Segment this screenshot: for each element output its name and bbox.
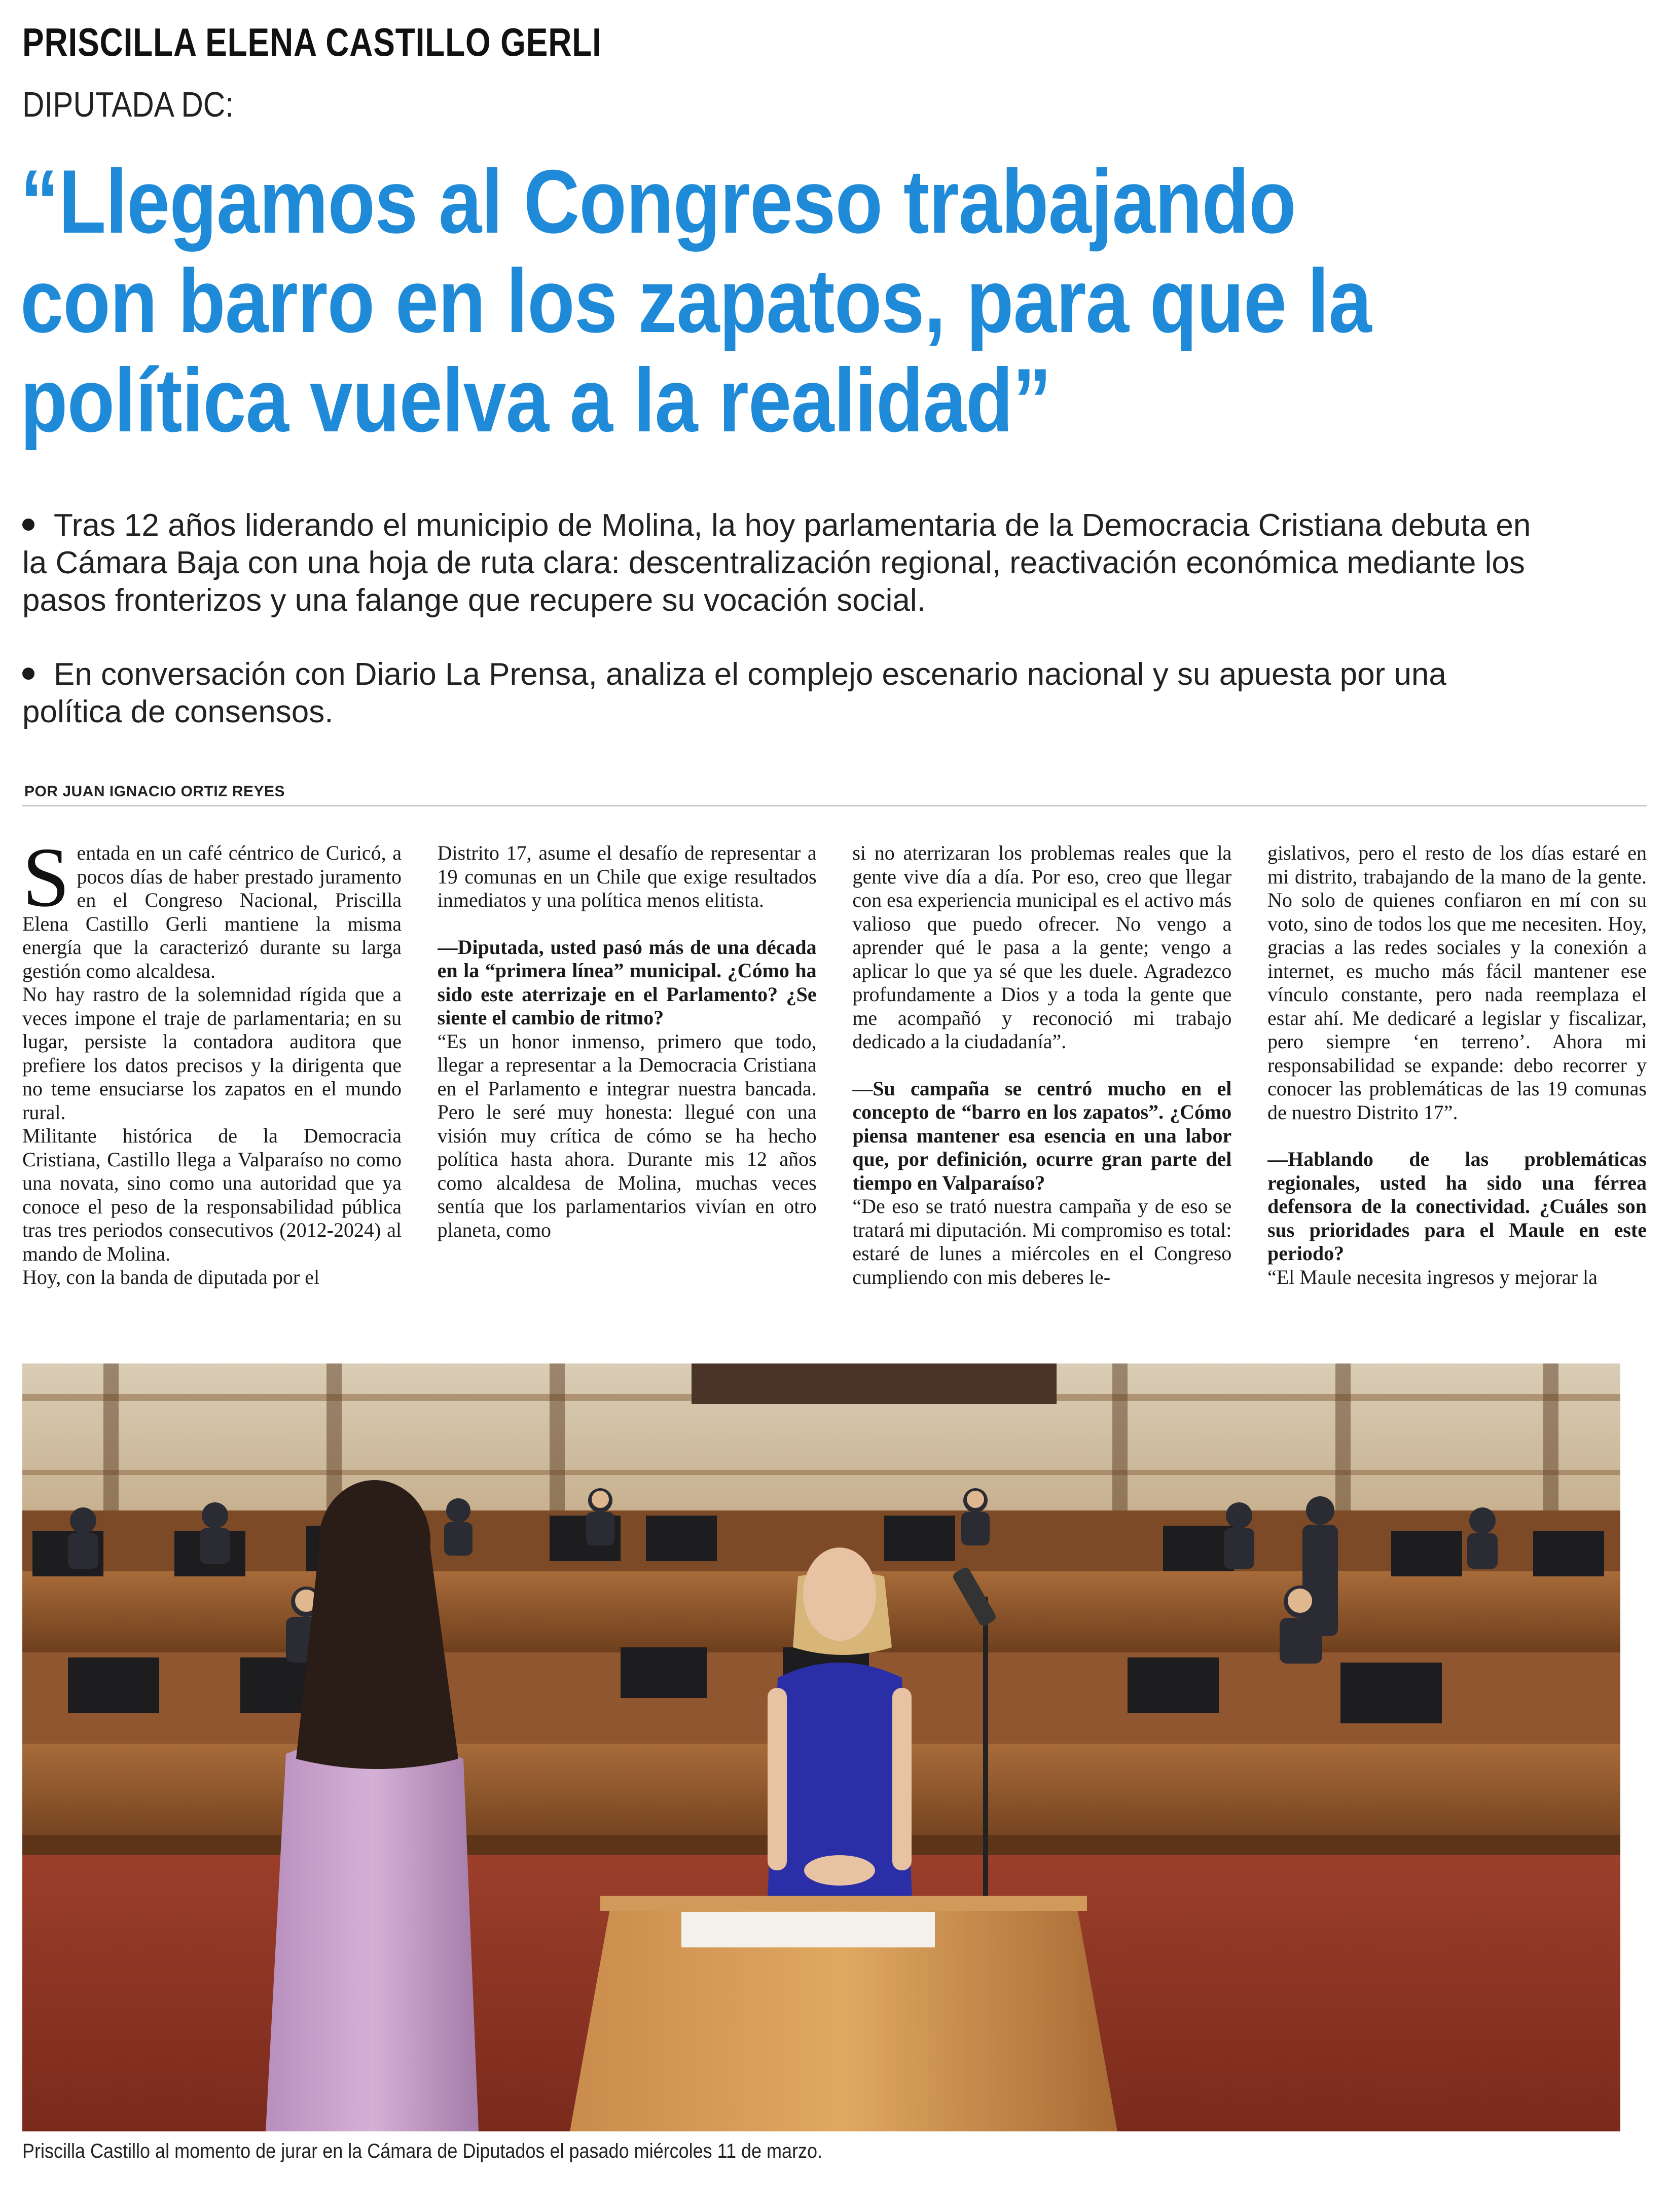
headline-line-2: con barro en los zapatos, para que la: [20, 250, 1371, 351]
interview-question: —Hablando de las problemáticas regionales, usted ha sido una férrea defensora de la conectividad. ¿Cuáles son sus prioridades para el Maule en este periodo?: [1267, 1148, 1647, 1265]
interview-answer: gislativos, pero el resto de los días estaré en mi distrito, trabajando de la mano de la gente. No solo de quienes confiaron en mí con su voto, sino de todos los que me necesiten. Hoy, gracias a las redes sociales y la conexión a internet, es mucho más fácil mantener ese vínculo constante, pero nada reemplaza el estar ahí. Me dedicaré a legislar y fiscalizar, pero siempre ‘en terreno’. Ahora mi responsabilidad se expande: debo recorrer y conocer las problemáticas de las 19 comunas de nuestro Distrito 17”.: [1267, 841, 1647, 1124]
article-column-4: [1267, 841, 1647, 1348]
drop-cap: S: [22, 841, 70, 925]
photo-caption: Priscilla Castillo al momento de jurar en la Cámara de Diputados el pasado miércoles 11 de marzo.: [22, 2140, 823, 2162]
headline-line-1: “Llegamos al Congreso trabajando: [20, 151, 1296, 252]
article-column-3: [852, 841, 1231, 1348]
article-paragraph: Sentada en un café céntrico de Curicó, a pocos días de haber prestado juramento en el Congreso Nacional, Priscilla Elena Castillo Gerli mantiene la misma energía que la caracterizó durante su larga gestión como alcaldesa.: [22, 841, 402, 982]
summary-bullet-text: En conversación con Diario La Prensa, analiza el complejo escenario nacional y su apuesta por una política de consensos.: [22, 657, 1446, 729]
byline-divider: [22, 805, 1647, 806]
summary-bullet: [22, 507, 1543, 619]
summary-bullet: [22, 656, 1543, 731]
podium: [570, 1896, 1117, 2131]
bullet-dot-icon: [22, 668, 34, 680]
article-column-2: [438, 841, 817, 1348]
summary-bullets: [22, 507, 1543, 767]
kicker-name: PRISCILLA ELENA CASTILLO GERLI: [22, 20, 602, 64]
article-paragraph: Militante histórica de la Democracia Cristiana, Castillo llega a Valparaíso no como una novata, sino como una autoridad que ya conoce el peso de la responsabilidad pública tras tres periodos consecutivos (2012-2024) al mando de Molina.: [22, 1124, 402, 1265]
chamber-photo-illustration: [22, 1363, 1620, 2131]
bullet-dot-icon: [22, 519, 34, 531]
summary-bullet-text: Tras 12 años liderando el municipio de Molina, la hoy parlamentaria de la Democracia Cristiana debuta en la Cámara Baja con una hoja de ruta clara: descentralización regional, reactivación económica mediante los pasos fronterizos y una falange que recupere su vocación social.: [22, 508, 1531, 618]
article-paragraph: Hoy, con la banda de diputada por el: [22, 1266, 320, 1288]
kicker-role: DIPUTADA DC:: [22, 85, 234, 124]
interview-answer: si no aterrizaran los problemas reales que la gente vive día a día. Por eso, creo que llegar con esa experiencia municipal es el activo más valioso que puedo ofrecer. No vengo a aprender qué le pasa a la gente; vengo a aplicar lo que ya sé que les duele. Agradezco profundamente a Dios y a toda la gente que me acompañó y reconoció mi trabajo dedicado a la ciudadanía”.: [852, 841, 1232, 1053]
interview-answer: “El Maule necesita ingresos y mejorar la: [1267, 1265, 1598, 1288]
interview-answer: “De eso se trató nuestra campaña y de eso se tratará mi diputación. Mi compromiso es total: estaré de lunes a miércoles en el Congreso cumpliendo con mis deberes le-: [852, 1195, 1232, 1288]
interview-answer: “Es un honor inmenso, primero que todo, llegar a representar a la Democracia Cristiana en el Parlamento e integrar nuestra bancada. Pero le seré muy honesta: llegué con una visión muy crítica de cómo se ha hecho política hasta ahora. Durante mis 12 años como alcaldesa de Molina, muchas veces sentía que los parlamentarios vivían en otro planeta, como: [437, 1029, 817, 1241]
interview-question: —Su campaña se centró mucho en el concepto de “barro en los zapatos”. ¿Cómo piensa mantener esa esencia en una labor que, por definición, ocurre gran parte del tiempo en Valparaíso?: [852, 1077, 1232, 1194]
headline: [20, 152, 1459, 450]
article-column-1: [22, 841, 402, 1348]
article-body: [22, 841, 1647, 1348]
article-paragraph: Distrito 17, asume el desafío de representar a 19 comunas en un Chile que exige resultados inmediatos y una política menos elitista.: [437, 841, 817, 911]
headline-line-3: política vuelva a la realidad”: [20, 350, 1051, 451]
chamber-photo: [22, 1363, 1620, 2131]
byline: POR JUAN IGNACIO ORTIZ REYES: [24, 783, 285, 800]
gallery-screen: [692, 1363, 1057, 1404]
article-paragraph: No hay rastro de la solemnidad rígida que a veces impone el traje de parlamentaria; en su lugar, persiste la contadora auditora que prefiere los datos precisos y la dirigenta que no teme ensuciarse los zapatos en el mundo rural.: [22, 983, 402, 1124]
interview-question: —Diputada, usted pasó más de una década en la “primera línea” municipal. ¿Cómo ha sido este aterrizaje en el Parlamento? ¿Se siente el cambio de ritmo?: [437, 935, 817, 1029]
